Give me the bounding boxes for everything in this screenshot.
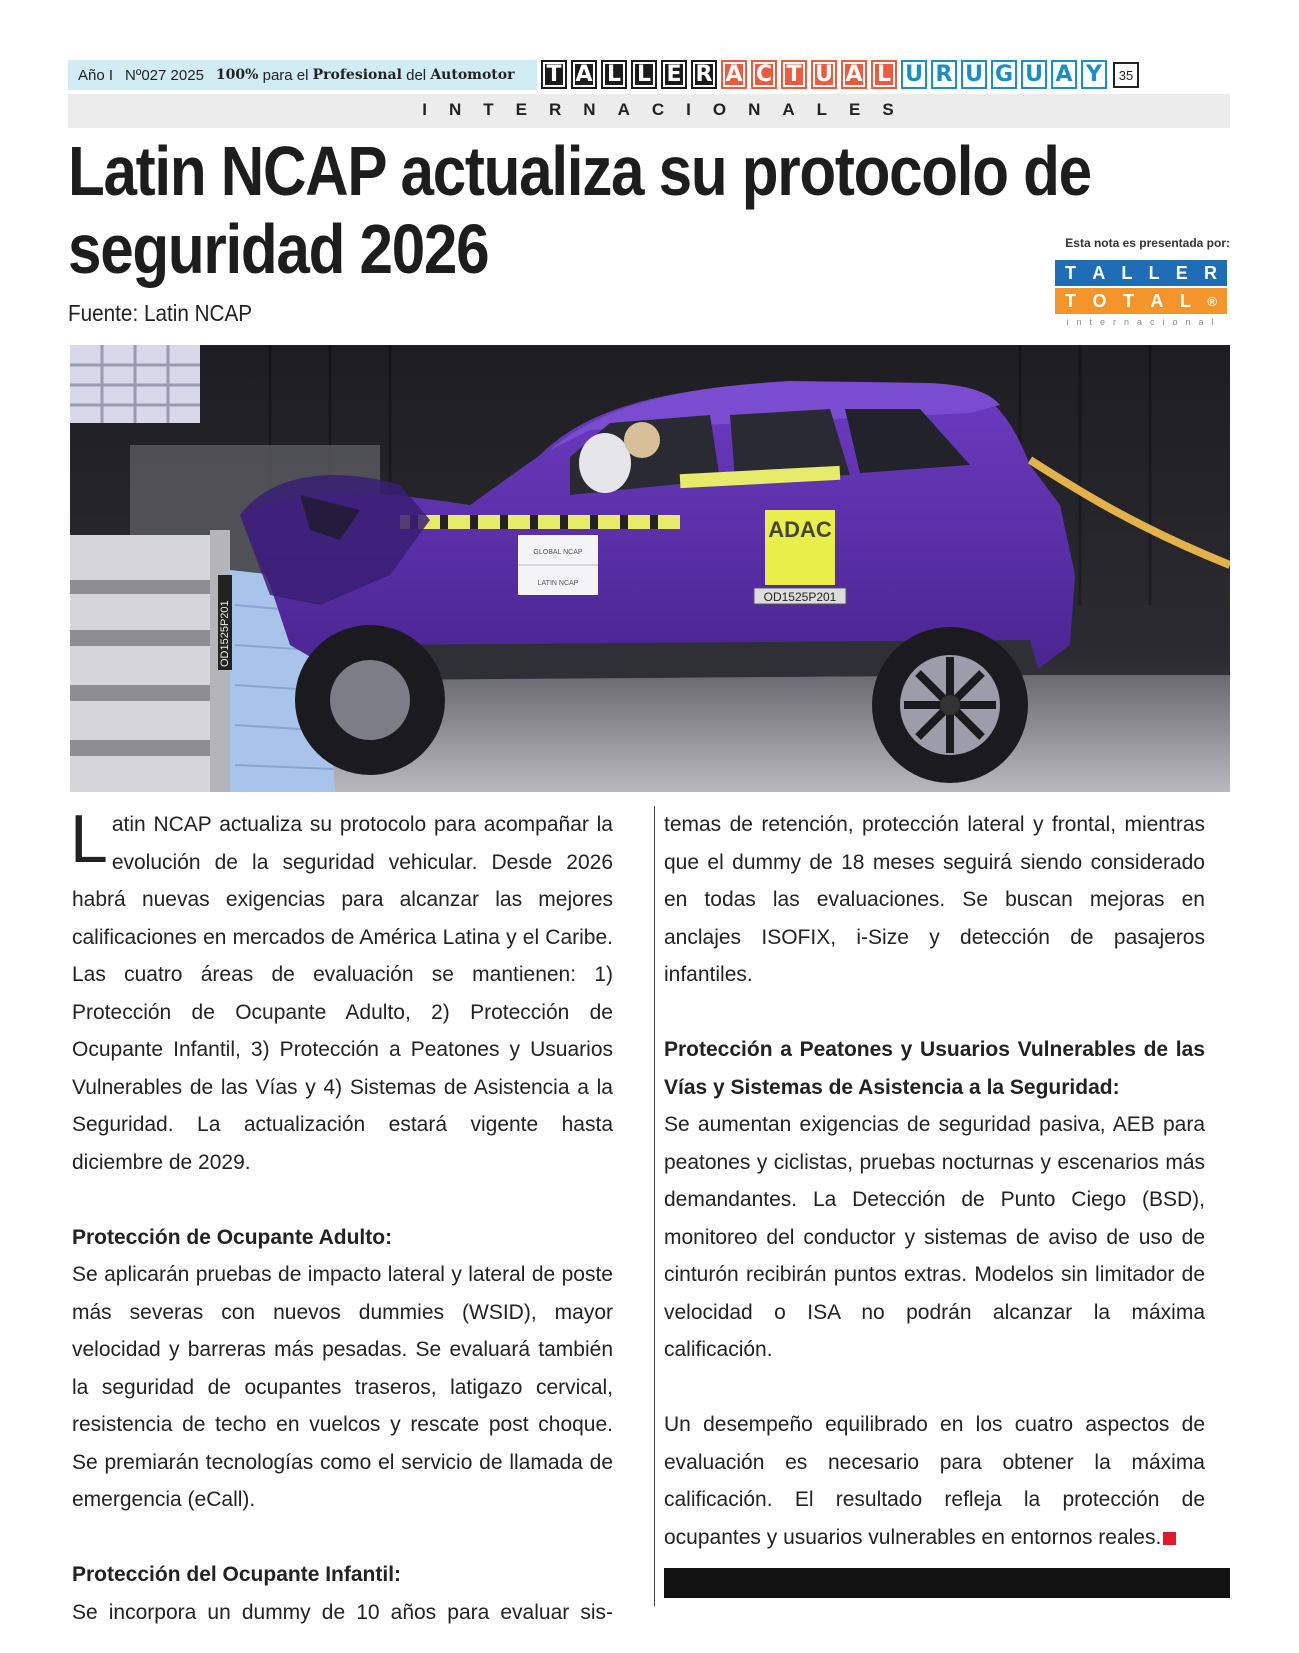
section-text-child-part2: temas de retención, protección lateral y frontal, mientras que el dummy de 18 meses seguirá siendo considerado en todas las evaluaciones. Se buscan mejoras en anclajes ISOFIX, i-Size y detección de pasajeros infantiles. <box>664 813 1205 986</box>
page-number: 35 <box>1113 62 1139 88</box>
end-mark-icon <box>1163 1532 1176 1545</box>
tagline-text: del <box>406 66 427 84</box>
brand-letter-box: U <box>1021 60 1047 89</box>
barrier-code: OD1525P201 <box>219 600 231 667</box>
sponsor-logo-letter: T <box>1065 290 1076 311</box>
sponsor-logo-letter: L <box>1179 290 1191 311</box>
brand-letter-box: U <box>901 60 927 89</box>
tagline-text: para el <box>262 66 309 84</box>
tagline-percent: 100% <box>215 67 259 83</box>
brand-letter-box: L <box>631 60 657 89</box>
sponsor-logo-letter: T <box>1122 290 1134 311</box>
brand-letter-box: A <box>1051 60 1077 89</box>
badge-latin-ncap: LATIN NCAP <box>537 580 579 587</box>
adac-sticker <box>754 510 846 604</box>
tagline-profesional: Profesional <box>312 67 402 83</box>
tagline-automotor: Automotor <box>430 67 515 83</box>
brand-letter-box: L <box>871 60 897 89</box>
sponsor-logo-subtitle: internacional <box>1066 317 1222 327</box>
sponsor-logo-letter: L <box>1148 262 1160 283</box>
crash-test-photo <box>70 345 1230 792</box>
sponsor-logo[interactable] <box>1055 260 1227 327</box>
sponsor-logo-letter: R <box>1203 262 1217 283</box>
sponsor-logo-letter: A <box>1092 262 1106 283</box>
sponsor-logo-letter: E <box>1175 262 1188 283</box>
section-title: INTERNACIONALES <box>422 100 916 119</box>
section-heading-adult: Protección de Ocupante Adulto: <box>72 1225 393 1249</box>
sponsor-logo-letter: T <box>1065 262 1076 283</box>
svg-text:ADAC: ADAC <box>768 517 832 542</box>
brand-letter-box: A <box>841 60 867 89</box>
brand-letter-box: E <box>661 60 687 89</box>
masthead-strip <box>68 60 537 90</box>
intro-paragraph: Latin NCAP actualiza su protocolo para acompañar la evolución de la seguridad vehicular. Desde 2026 habrá nuevas exigencias para alcanzar las mejores calificaciones en mercados de América Latina y el Caribe. Las cuatro áreas de evaluación se mantienen: 1) Protección de Ocupante Adulto, 2) Protección de Ocupante Infantil, 3) Protección a Peatones y Usuarios Vulnerables de las Vías y 4) Sistemas de Asistencia a la Seguridad. La actualización estará vigente hasta diciembre de 2029. <box>70 801 613 1174</box>
brand-letter-box: R <box>691 60 717 89</box>
article-column-left <box>70 801 613 1631</box>
sponsor-logo-line1 <box>1055 260 1227 286</box>
article-title: Latin NCAP actualiza su protocolo de seguridad 2026 <box>68 132 1091 288</box>
section-bar <box>68 94 1230 128</box>
sponsor-logo-letter: L <box>1121 262 1133 283</box>
ncap-badges <box>518 535 598 595</box>
sponsor-logo-letter: O <box>1092 290 1107 311</box>
crash-test-illustration <box>70 345 1230 792</box>
brand-letter-box: L <box>601 60 627 89</box>
brand-letter-box: U <box>811 60 837 89</box>
brand-letter-box: T <box>541 60 567 89</box>
year-label: Año I <box>78 66 114 84</box>
column-divider <box>654 806 655 1606</box>
brand-letter-box: U <box>961 60 987 89</box>
drop-cap: L <box>70 801 108 877</box>
brand-letter-box: R <box>931 60 957 89</box>
sponsor-logo-line2 <box>1055 288 1227 314</box>
brand-letter-box: A <box>571 60 597 89</box>
section-text-pedestrian: Se aumentan exigencias de seguridad pasiva, AEB para peatones y ciclistas, pruebas nocturnas y escenarios más demandantes. La Detección de Punto Ciego (BSD), monitoreo del conductor y sistemas de aviso de uso de cinturón recibirán puntos extras. Modelos sin limitador de velocidad o ISA no podrán alcanzar la máxima calificación. <box>664 1113 1205 1361</box>
section-heading-pedestrian: Protección a Peatones y Usuarios Vulnerables de las Vías y Sistemas de Asistencia a la Seguridad: <box>664 1038 1205 1099</box>
closing-paragraph: Un desempeño equilibrado en los cuatro aspectos de evaluación es necesario para obtener la máxima calificación. El resultado refleja la protección de ocupantes y usuarios vulnerables en entornos reales. <box>664 1413 1205 1549</box>
section-heading-child: Protección del Ocupante Infantil: <box>72 1563 402 1586</box>
brand-letter-box: T <box>781 60 807 89</box>
article-column-right <box>664 806 1205 1556</box>
section-text-child-part1: Se incorpora un dummy de 10 años para evaluar sis- <box>72 1600 613 1624</box>
section-text-adult: Se aplicarán pruebas de impacto lateral y lateral de poste más severas con nuevos dummies (WSID), mayor velocidad y barreras más pesadas. Se evaluará también la seguridad de ocupantes traseros, latigazo cervical, resistencia de techo en vuelcos y rescate post choque. Se premiarán tecnologías como el servicio de llamada de emergencia (eCall). <box>72 1263 613 1511</box>
issue-label: Nº027 2025 <box>125 66 204 84</box>
sponsor-label: Esta nota es presentada por: <box>1065 236 1230 250</box>
brand-letter-box: C <box>751 60 777 89</box>
svg-text:OD1525P201: OD1525P201 <box>763 590 837 604</box>
brand-letter-box: Y <box>1081 60 1107 89</box>
brand-letter-box: G <box>991 60 1017 89</box>
badge-global-ncap: GLOBAL NCAP <box>533 549 583 556</box>
brand-letter-box: A <box>721 60 747 89</box>
footer-bar <box>664 1568 1230 1598</box>
sponsor-logo-letter: A <box>1150 290 1164 311</box>
brand-logo <box>541 60 1139 89</box>
article-source: Fuente: Latin NCAP <box>68 300 253 326</box>
sponsor-logo-letter: ® <box>1207 293 1217 309</box>
light-panel <box>70 345 200 423</box>
